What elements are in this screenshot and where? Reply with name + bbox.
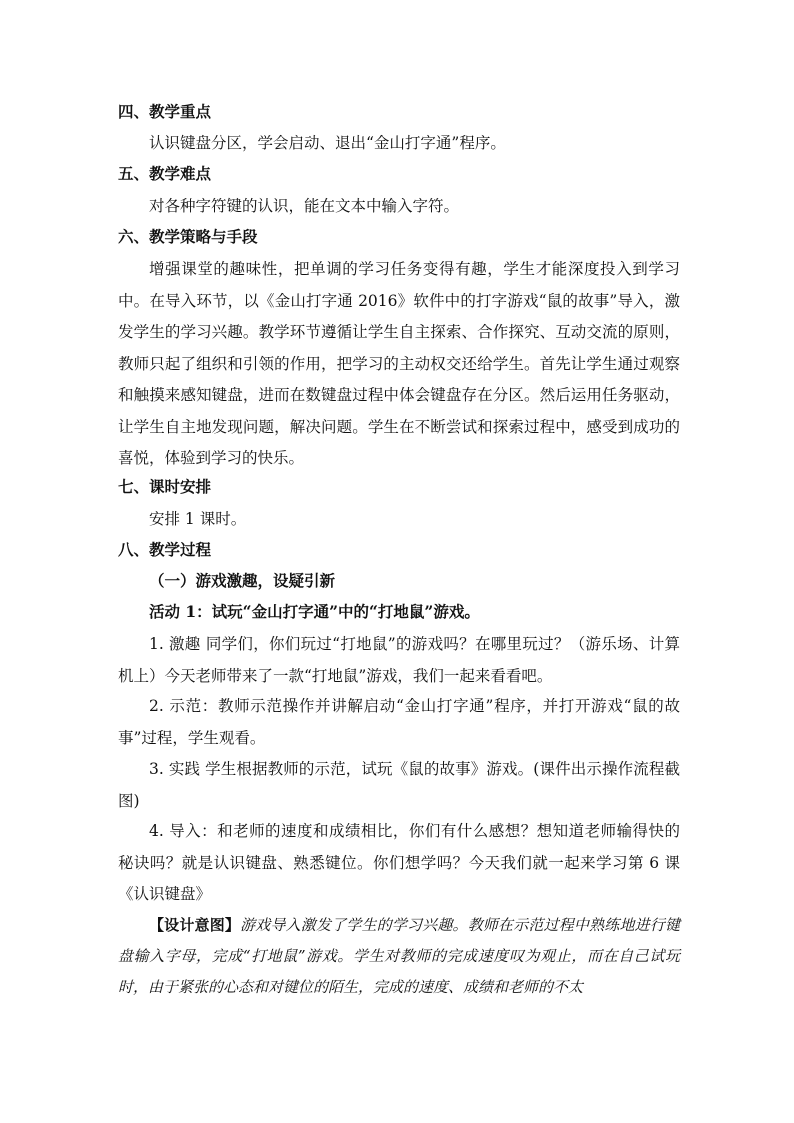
- sub-heading-game: （一）游戏激趣，设疑引新: [149, 571, 336, 590]
- teaching-difficulty-text: 对各种字符键的认识，能在文本中输入字符。: [149, 197, 460, 215]
- design-intent-paragraph: [118, 910, 680, 1003]
- heading-teaching-process: 八、教学过程: [118, 540, 212, 559]
- design-intent-text: 游戏导入激发了学生的学习兴趣。教师在示范过程中熟练地进行键盘输入字母，完成“打地鼠”游戏。学生对教师的完成速度叹为观止，而在自己试玩时，由于紧张的心态和对键位的陌生，完成的速度、成绩和老师的不太: [118, 916, 680, 996]
- step-1-paragraph: 1. 激趣 同学们，你们玩过“打地鼠”的游戏吗？在哪里玩过？（游乐场、计算机上）今天老师带来了一款“打地鼠”游戏，我们一起来看看吧。: [118, 635, 680, 685]
- heading-teaching-focus: 四、教学重点: [118, 102, 212, 121]
- activity-1-heading: 活动 1：试玩“金山打字通”中的“打地鼠”游戏。: [149, 602, 480, 621]
- step-4-paragraph: 4. 导入：和老师的速度和成绩相比，你们有什么感想？想知道老师输得快的秘诀吗？就是认识键盘、熟悉键位。你们想学吗？今天我们就一起来学习第 6 课《认识键盘》: [118, 822, 680, 903]
- heading-teaching-strategy: 六、教学策略与手段: [118, 227, 258, 246]
- teaching-focus-text: 认识键盘分区，学会启动、退出“金山打字通”程序。: [149, 134, 506, 152]
- heading-teaching-difficulty: 五、教学难点: [118, 164, 212, 183]
- step-2-paragraph: 2. 示范：教师示范操作并讲解启动“金山打字通”程序，并打开游戏“鼠的故事”过程，学生观看。: [118, 697, 680, 747]
- class-hours-text: 安排 1 课时。: [149, 510, 247, 528]
- design-intent-tag: 【设计意图】: [149, 916, 241, 934]
- heading-class-hours: 七、课时安排: [118, 477, 212, 496]
- step-3-paragraph: 3. 实践 学生根据教师的示范，试玩《鼠的故事》游戏。(课件出示操作流程截图): [118, 760, 680, 810]
- teaching-strategy-paragraph: 增强课堂的趣味性，把单调的学习任务变得有趣，学生才能深度投入到学习中。在导入环节，以《金山打字通 2016》软件中的打字游戏“鼠的故事”导入，激发学生的学习兴趣。教学环节遵循让学生自主探索、合作探究、互动交流的原则，教师只起了组织和引领的作用，把学习的主动权交还给学生。首先让学生通过观察和触摸来感知键盘，进而在数键盘过程中体会键盘存在分区。然后运用任务驱动，让学生自主地发现问题，解决问题。学生在不断尝试和探索过程中，感受到成功的喜悦，体验到学习的快乐。: [118, 260, 680, 467]
